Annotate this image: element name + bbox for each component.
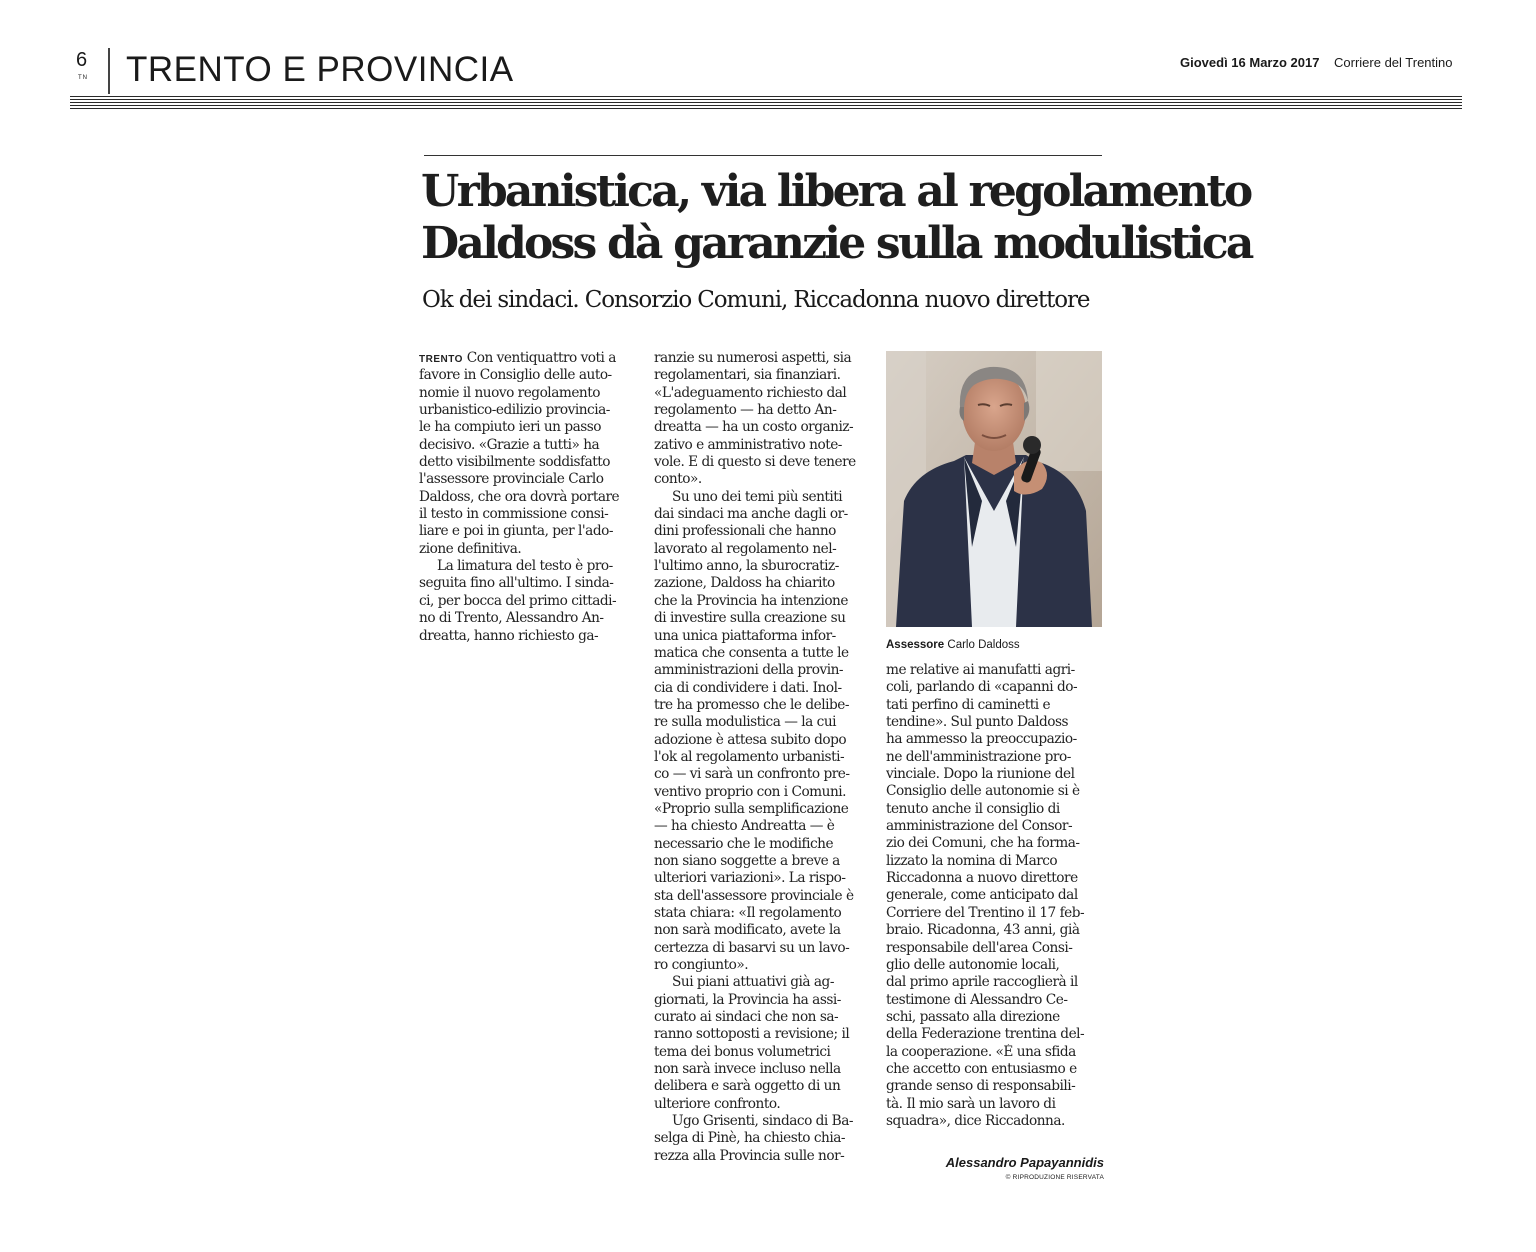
body-line: favore in Consiglio delle auto-: [419, 367, 612, 384]
body-line: selga di Pinè, ha chiesto chia-: [654, 1130, 846, 1147]
body-line: zazione, Daldoss ha chiarito: [654, 575, 835, 592]
body-line: zativo e amministrativo note-: [654, 436, 842, 453]
subheadline: Ok dei sindaci. Consorzio Comuni, Riccadonna nuovo direttore: [422, 287, 1090, 313]
body-line: dal primo aprile raccoglierà il: [886, 974, 1078, 991]
body-line: curato ai sindaci che non sa-: [654, 1009, 839, 1026]
body-line: Sui piani attuativi già ag-: [672, 974, 834, 991]
body-line: tema dei bonus volumetrici: [654, 1043, 831, 1060]
body-line: dreatta, hanno richiesto ga-: [419, 627, 599, 644]
copyright-notice: © RIPRODUZIONE RISERVATA: [1005, 1174, 1104, 1181]
body-line: vole. E di questo si deve tenere: [654, 454, 856, 471]
body-line: non sarà modificato, avete la: [654, 922, 841, 939]
newspaper-name: Corriere del Trentino: [1334, 55, 1453, 70]
body-line: ro congiunto».: [654, 957, 749, 974]
body-line: TRENTO Con ventiquattro voti a: [419, 350, 616, 366]
body-line: giornati, la Provincia ha assi-: [654, 991, 841, 1008]
body-line: una unica piattaforma infor-: [654, 627, 836, 644]
body-line: vinciale. Dopo la riunione del: [886, 766, 1075, 783]
body-line: che accetto con entusiasmo e: [886, 1060, 1077, 1077]
body-line: amministrazione del Consor-: [886, 818, 1073, 835]
body-line: conto».: [654, 471, 702, 488]
body-line: Daldoss, che ora dovrà portare: [419, 488, 620, 505]
article-top-rule: [424, 155, 1102, 156]
body-line: l'assessore provinciale Carlo: [419, 471, 604, 488]
body-line: amministrazioni della provin-: [654, 662, 844, 679]
body-line: tre ha promesso che le delibe-: [654, 696, 849, 713]
body-line: dai sindaci ma anche dagli or-: [654, 506, 848, 523]
body-line: Ugo Grisenti, sindaco di Ba-: [672, 1113, 853, 1130]
body-line: responsabile dell'area Consi-: [886, 939, 1073, 956]
body-line: co — vi sarà un confronto pre-: [654, 766, 850, 783]
body-line: lavorato al regolamento nel-: [654, 540, 837, 557]
body-line: tenuto anche il consiglio di: [886, 800, 1060, 817]
body-line: di investire sulla creazione su: [654, 610, 846, 627]
section-title: TRENTO E PROVINCIA: [126, 50, 514, 89]
body-line: certezza di basarvi su un lavo-: [654, 939, 850, 956]
body-line: Consiglio delle autonomie si è: [886, 783, 1080, 800]
body-line: matica che consenta a tutte le: [654, 644, 849, 661]
body-line: ranzie su numerosi aspetti, sia: [654, 350, 852, 366]
body-line: zione definitiva.: [419, 540, 522, 557]
headline-line-2: Daldoss dà garanzie sulla modulistica: [421, 218, 1252, 269]
body-line: zio dei Comuni, che ha forma-: [886, 835, 1080, 852]
article-column-3: [886, 662, 1106, 1130]
man-with-microphone-illustration: [886, 351, 1102, 627]
caption-label: Assessore: [886, 639, 945, 651]
body-line: squadra», dice Riccadonna.: [886, 1112, 1065, 1129]
body-line: schi, passato alla direzione: [886, 1008, 1060, 1025]
body-line: glio delle autonomie locali,: [886, 956, 1060, 973]
body-line: cia di condividere i dati. Inol-: [654, 679, 842, 696]
body-line: regolamentari, sia finanziari.: [654, 367, 841, 384]
body-line: le ha compiuto ieri un passo: [419, 419, 602, 436]
body-line: tà. Il mio sarà un lavoro di: [886, 1095, 1056, 1112]
body-line: Corriere del Trentino il 17 feb-: [886, 904, 1085, 921]
header-separator: [108, 48, 110, 94]
body-line: ha ammesso la preoccupazio-: [886, 731, 1077, 748]
body-line: «Proprio sulla semplificazione: [654, 800, 849, 817]
body-line: ranno sottoposti a revisione; il: [654, 1026, 850, 1043]
body-line: stata chiara: «Il regolamento: [654, 905, 842, 921]
body-line: no di Trento, Alessandro An-: [419, 610, 604, 627]
body-line: La limatura del testo è pro-: [437, 558, 613, 575]
body-line: — ha chiesto Andreatta — è: [654, 818, 835, 835]
body-line: tendine». Sul punto Daldoss: [886, 714, 1069, 731]
body-line: decisivo. «Grazie a tutti» ha: [419, 436, 600, 453]
body-line: «L'adeguamento richiesto dal: [654, 384, 847, 401]
body-line: delibera e sarà oggetto di un: [654, 1078, 841, 1095]
article-column-1: [419, 350, 640, 645]
body-line: sta dell'assessore provinciale è: [654, 887, 854, 904]
body-line: dini professionali che hanno: [654, 523, 836, 540]
body-line: dreatta — ha un costo organiz-: [654, 419, 854, 436]
body-line: ulteriore confronto.: [654, 1095, 781, 1112]
body-line: ventivo proprio con i Comuni.: [654, 783, 847, 800]
body-line: ci, per bocca del primo cittadi-: [419, 592, 617, 609]
body-line: la cooperazione. «È una sfida: [886, 1043, 1076, 1060]
body-line: Su uno dei temi più sentiti: [672, 488, 843, 505]
author-byline: Alessandro Papayannidis: [945, 1155, 1104, 1170]
dateline: TRENTO: [419, 354, 463, 365]
photo-caption: [886, 639, 1106, 651]
body-line: urbanistico-edilizio provincia-: [419, 402, 610, 419]
body-line: non sarà invece incluso nella: [654, 1061, 841, 1078]
body-line: che la Provincia ha intenzione: [654, 592, 848, 609]
body-line: detto visibilmente soddisfatto: [419, 454, 610, 471]
body-line: braio. Ricadonna, 43 anni, già: [886, 922, 1080, 939]
body-line: regolamento — ha detto An-: [654, 402, 837, 419]
body-line: ne dell'amministrazione pro-: [886, 748, 1071, 765]
body-line: l'ultimo anno, la sburocratiz-: [654, 558, 839, 575]
body-line: tati perfino di caminetti e: [886, 696, 1051, 713]
body-line: ulteriori variazioni». La rispo-: [654, 870, 846, 887]
issue-date: Giovedì 16 Marzo 2017: [1180, 55, 1320, 70]
body-line: della Federazione trentina del-: [886, 1026, 1085, 1043]
body-line: rezza alla Provincia sulle nor-: [654, 1147, 845, 1164]
body-line: l'ok al regolamento urbanisti-: [654, 748, 845, 765]
body-line: testimone di Alessandro Ce-: [886, 991, 1068, 1008]
body-line: generale, come anticipato dal: [886, 887, 1078, 904]
body-line: grande senso di responsabili-: [886, 1078, 1076, 1095]
headline-line-1: Urbanistica, via libera al regolamento: [421, 166, 1251, 217]
body-line: me relative ai manufatti agri-: [886, 662, 1075, 678]
body-line: liare e poi in giunta, per l'ado-: [419, 523, 613, 540]
body-line: necessario che le modifiche: [654, 835, 834, 852]
caption-name: Carlo Daldoss: [947, 639, 1020, 651]
body-line: coli, parlando di «capanni do-: [886, 679, 1078, 696]
edition-code: TN: [78, 75, 88, 81]
body-line: lizzato la nomina di Marco: [886, 852, 1058, 869]
page-number: 6: [76, 49, 88, 71]
header-rules: [70, 96, 1462, 110]
body-line: re sulla modulistica — la cui: [654, 714, 837, 731]
portrait-photo: [886, 351, 1102, 627]
article-column-2: [654, 350, 877, 1165]
body-line: seguita fino all'ultimo. I sinda-: [419, 575, 614, 592]
body-line: Riccadonna a nuovo direttore: [886, 870, 1078, 887]
body-line: nomie il nuovo regolamento: [419, 384, 600, 401]
body-line: non siano soggette a breve a: [654, 852, 840, 869]
body-line: adozione è attesa subito dopo: [654, 731, 847, 748]
body-line: il testo in commissione consi-: [419, 506, 609, 523]
